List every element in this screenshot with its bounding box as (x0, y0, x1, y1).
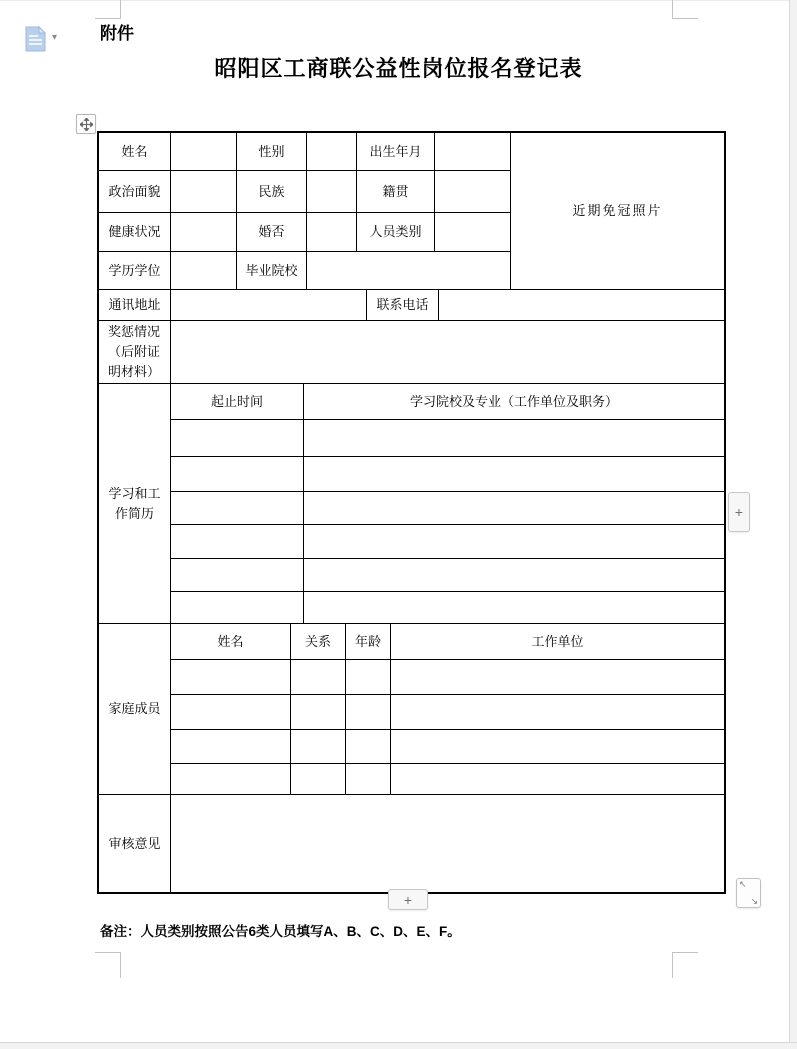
family-name-cell[interactable] (171, 660, 291, 695)
marital-label: 婚否 (237, 213, 307, 252)
address-label: 通讯地址 (99, 290, 171, 321)
health-value-cell[interactable] (171, 213, 237, 252)
table-move-handle[interactable] (76, 114, 96, 134)
photo-cell[interactable]: 近期免冠照片 (511, 133, 724, 290)
family-relation-cell[interactable] (291, 764, 346, 795)
family-name-header: 姓名 (171, 624, 291, 660)
awards-label: 奖惩情况（后附证明材料） (99, 321, 171, 384)
page-right-edge (789, 0, 797, 1048)
school-value-cell[interactable] (307, 252, 511, 290)
history-detail-cell[interactable] (304, 592, 724, 624)
attachment-dropdown-icon[interactable]: ▾ (52, 32, 58, 43)
family-name-cell[interactable] (171, 764, 291, 795)
family-workunit-cell[interactable] (391, 764, 724, 795)
family-relation-cell[interactable] (291, 730, 346, 764)
family-section (99, 624, 724, 795)
family-workunit-cell[interactable] (391, 695, 724, 730)
history-time-cell[interactable] (171, 592, 304, 624)
history-time-header: 起止时间 (171, 384, 304, 420)
personnel-category-label: 人员类别 (357, 213, 435, 252)
history-section (99, 384, 724, 624)
margin-mark-bottom-left (95, 952, 121, 978)
table-resize-handle[interactable] (736, 878, 761, 908)
family-age-header: 年龄 (346, 624, 391, 660)
family-workunit-cell[interactable] (391, 660, 724, 695)
name-label: 姓名 (99, 133, 171, 171)
history-time-cell[interactable] (171, 492, 304, 525)
add-column-button[interactable]: + (728, 492, 750, 532)
ethnicity-label: 民族 (237, 171, 307, 213)
registration-form-table (97, 131, 726, 894)
contact-row (99, 290, 724, 321)
review-label: 审核意见 (99, 795, 171, 892)
family-age-cell[interactable] (346, 764, 391, 795)
family-relation-header: 关系 (291, 624, 346, 660)
history-time-cell[interactable] (171, 457, 304, 492)
margin-mark-top-right (672, 0, 698, 19)
awards-row (99, 321, 724, 384)
history-time-cell[interactable] (171, 420, 304, 457)
history-detail-cell[interactable] (304, 420, 724, 457)
history-detail-cell[interactable] (304, 492, 724, 525)
resize-arrow-nw-icon: ↖ (739, 879, 747, 889)
native-place-label: 籍贯 (357, 171, 435, 213)
birth-date-label: 出生年月 (357, 133, 435, 171)
history-detail-cell[interactable] (304, 457, 724, 492)
margin-mark-top-left (95, 0, 121, 19)
family-relation-cell[interactable] (291, 660, 346, 695)
family-age-cell[interactable] (346, 660, 391, 695)
family-name-cell[interactable] (171, 695, 291, 730)
gender-value-cell[interactable] (307, 133, 357, 171)
family-name-cell[interactable] (171, 730, 291, 764)
add-row-button[interactable]: + (388, 889, 428, 910)
form-note: 备注：人员类别按照公告6类人员填写A、B、C、D、E、F。 (100, 924, 461, 939)
ethnicity-value-cell[interactable] (307, 171, 357, 213)
attachment-document-icon[interactable] (25, 26, 46, 52)
phone-value-cell[interactable] (439, 290, 724, 321)
gender-label: 性别 (237, 133, 307, 171)
education-value-cell[interactable] (171, 252, 237, 290)
family-workunit-header: 工作单位 (391, 624, 724, 660)
history-time-cell[interactable] (171, 525, 304, 559)
native-place-value-cell[interactable] (435, 171, 511, 213)
birth-date-value-cell[interactable] (435, 133, 511, 171)
history-detail-cell[interactable] (304, 525, 724, 559)
political-status-label: 政治面貌 (99, 171, 171, 213)
history-detail-cell[interactable] (304, 559, 724, 592)
history-section-label: 学习和工作简历 (99, 384, 171, 624)
school-label: 毕业院校 (237, 252, 307, 290)
phone-label: 联系电话 (367, 290, 439, 321)
awards-value-cell[interactable] (171, 321, 724, 384)
family-age-cell[interactable] (346, 695, 391, 730)
name-value-cell[interactable] (171, 133, 237, 171)
history-time-cell[interactable] (171, 559, 304, 592)
political-status-value-cell[interactable] (171, 171, 237, 213)
education-label: 学历学位 (99, 252, 171, 290)
resize-arrow-se-icon: ↘ (750, 896, 758, 906)
page-title: 昭阳区工商联公益性岗位报名登记表 (214, 56, 583, 81)
address-value-cell[interactable] (171, 290, 367, 321)
review-section (99, 795, 724, 892)
family-workunit-cell[interactable] (391, 730, 724, 764)
review-value-cell[interactable] (171, 795, 724, 892)
margin-mark-bottom-right (672, 952, 698, 978)
family-section-label: 家庭成员 (99, 624, 171, 795)
health-label: 健康状况 (99, 213, 171, 252)
personnel-category-value-cell[interactable] (435, 213, 511, 252)
family-relation-cell[interactable] (291, 695, 346, 730)
marital-value-cell[interactable] (307, 213, 357, 252)
basic-info-section (99, 133, 724, 290)
history-detail-header: 学习院校及专业（工作单位及职务） (304, 384, 724, 420)
attachment-label: 附件 (100, 24, 134, 43)
family-age-cell[interactable] (346, 730, 391, 764)
